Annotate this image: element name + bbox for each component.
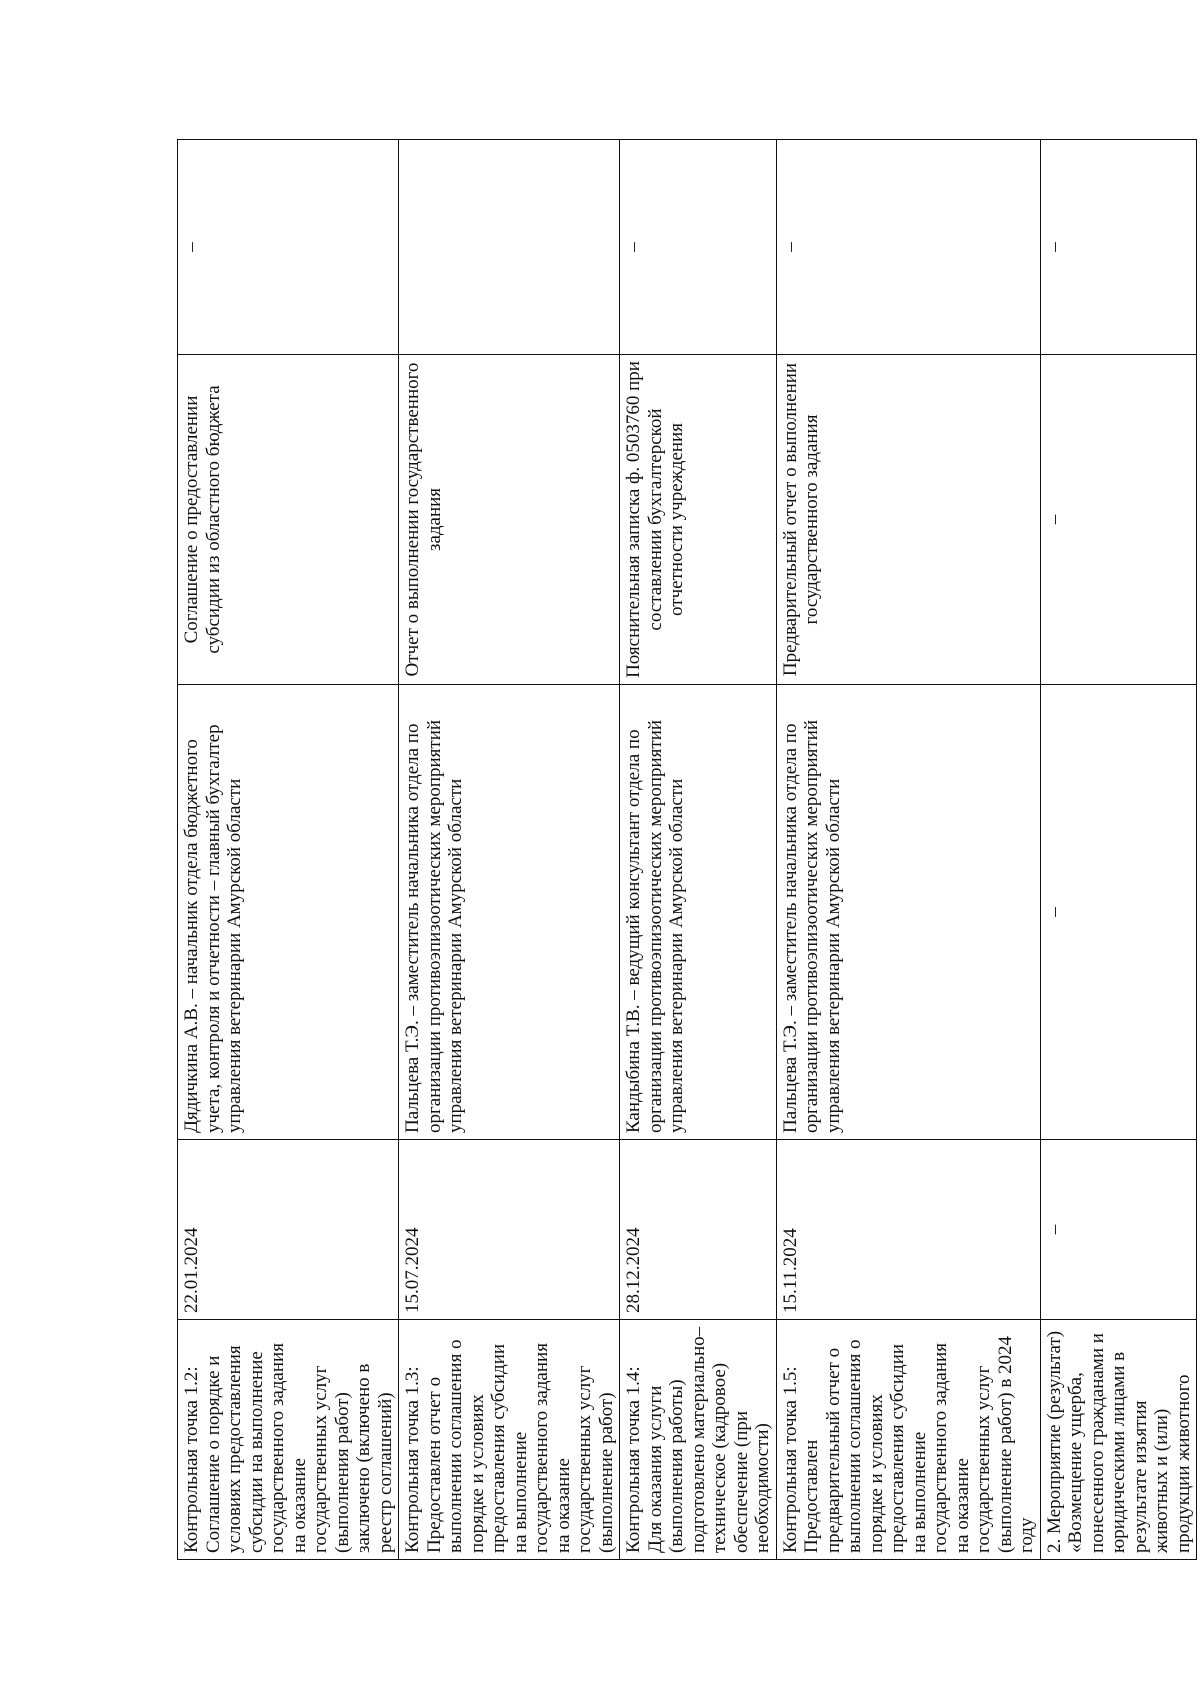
document-cell: Отчет о выполнении государственного задания	[399, 355, 620, 685]
control-point-name-cell: Контрольная точка 1.4: Для оказания услуги (выполнения работы) подготовлено материально–техническое (кадровое) обеспечение (при необходимости)	[620, 1320, 777, 1560]
responsible-cell: Пальцева Т.Э. – заместитель начальника отдела по организации противоэпизоотических мероприятий управления ветеринарии Амурской области	[399, 685, 620, 1140]
date-cell: 15.11.2024	[776, 1140, 1040, 1320]
date-cell: 15.07.2024	[399, 1140, 620, 1320]
table-row	[399, 140, 620, 1560]
table-row	[1040, 140, 1197, 1560]
extra-cell	[399, 140, 620, 355]
date-cell: –	[1040, 1140, 1197, 1320]
table-row	[620, 140, 777, 1560]
table-row	[178, 140, 399, 1560]
rotated-document-page	[177, 140, 1194, 1560]
date-cell: 28.12.2024	[620, 1140, 777, 1320]
responsible-cell: Кандыбина Т.В. – ведущий консультант отдела по организации противоэпизоотических мероприятий управления ветеринарии Амурской области	[620, 685, 777, 1140]
extra-cell: –	[776, 140, 1040, 355]
control-point-name-cell: Контрольная точка 1.5: Предоставлен предварительный отчет о выполнении соглашения о порядке и условиях предоставления субсидии на выполнение государственного задания на оказание государственных услуг (выполнение работ) в 2024 году	[776, 1320, 1040, 1560]
document-cell: Соглашение о предоставлении субсидии из областного бюджета	[178, 355, 399, 685]
responsible-cell: Пальцева Т.Э. – заместитель начальника отдела по организации противоэпизоотических мероприятий управления ветеринарии Амурской области	[776, 685, 1040, 1140]
document-cell: –	[1040, 355, 1197, 685]
responsible-cell: –	[1040, 685, 1197, 1140]
extra-cell: –	[620, 140, 777, 355]
responsible-cell: Дядичкина А.В. – начальник отдела бюджетного учета, контроля и отчетности – главный бухгалтер управления ветеринарии Амурской области	[178, 685, 399, 1140]
extra-cell: –	[1040, 140, 1197, 355]
activity-name-cell: 2. Мероприятие (результат) «Возмещение ущерба, понесенного гражданами и юридическими лицами в результате изъятия животных и (или) продукции животного	[1040, 1320, 1197, 1560]
control-point-name-cell: Контрольная точка 1.3: Предоставлен отчет о выполнении соглашения о порядке и условиях предоставления субсидии на выполнение государственного задания на оказание государственных услуг (выполнение работ)	[399, 1320, 620, 1560]
control-points-table	[177, 139, 1197, 1560]
document-cell: Предварительный отчет о выполнении государственного задания	[776, 355, 1040, 685]
extra-cell: –	[178, 140, 399, 355]
table-row	[776, 140, 1040, 1560]
date-cell: 22.01.2024	[178, 1140, 399, 1320]
control-point-name-cell: Контрольная точка 1.2: Соглашение о порядке и условиях предоставления субсидии на выполнение государственного задания на оказание государственных услуг (выполнения работ) заключено (включено в реестр соглашений)	[178, 1320, 399, 1560]
document-cell: Пояснительная записка ф. 0503760 при составлении бухгалтерской отчетности учреждения	[620, 355, 777, 685]
